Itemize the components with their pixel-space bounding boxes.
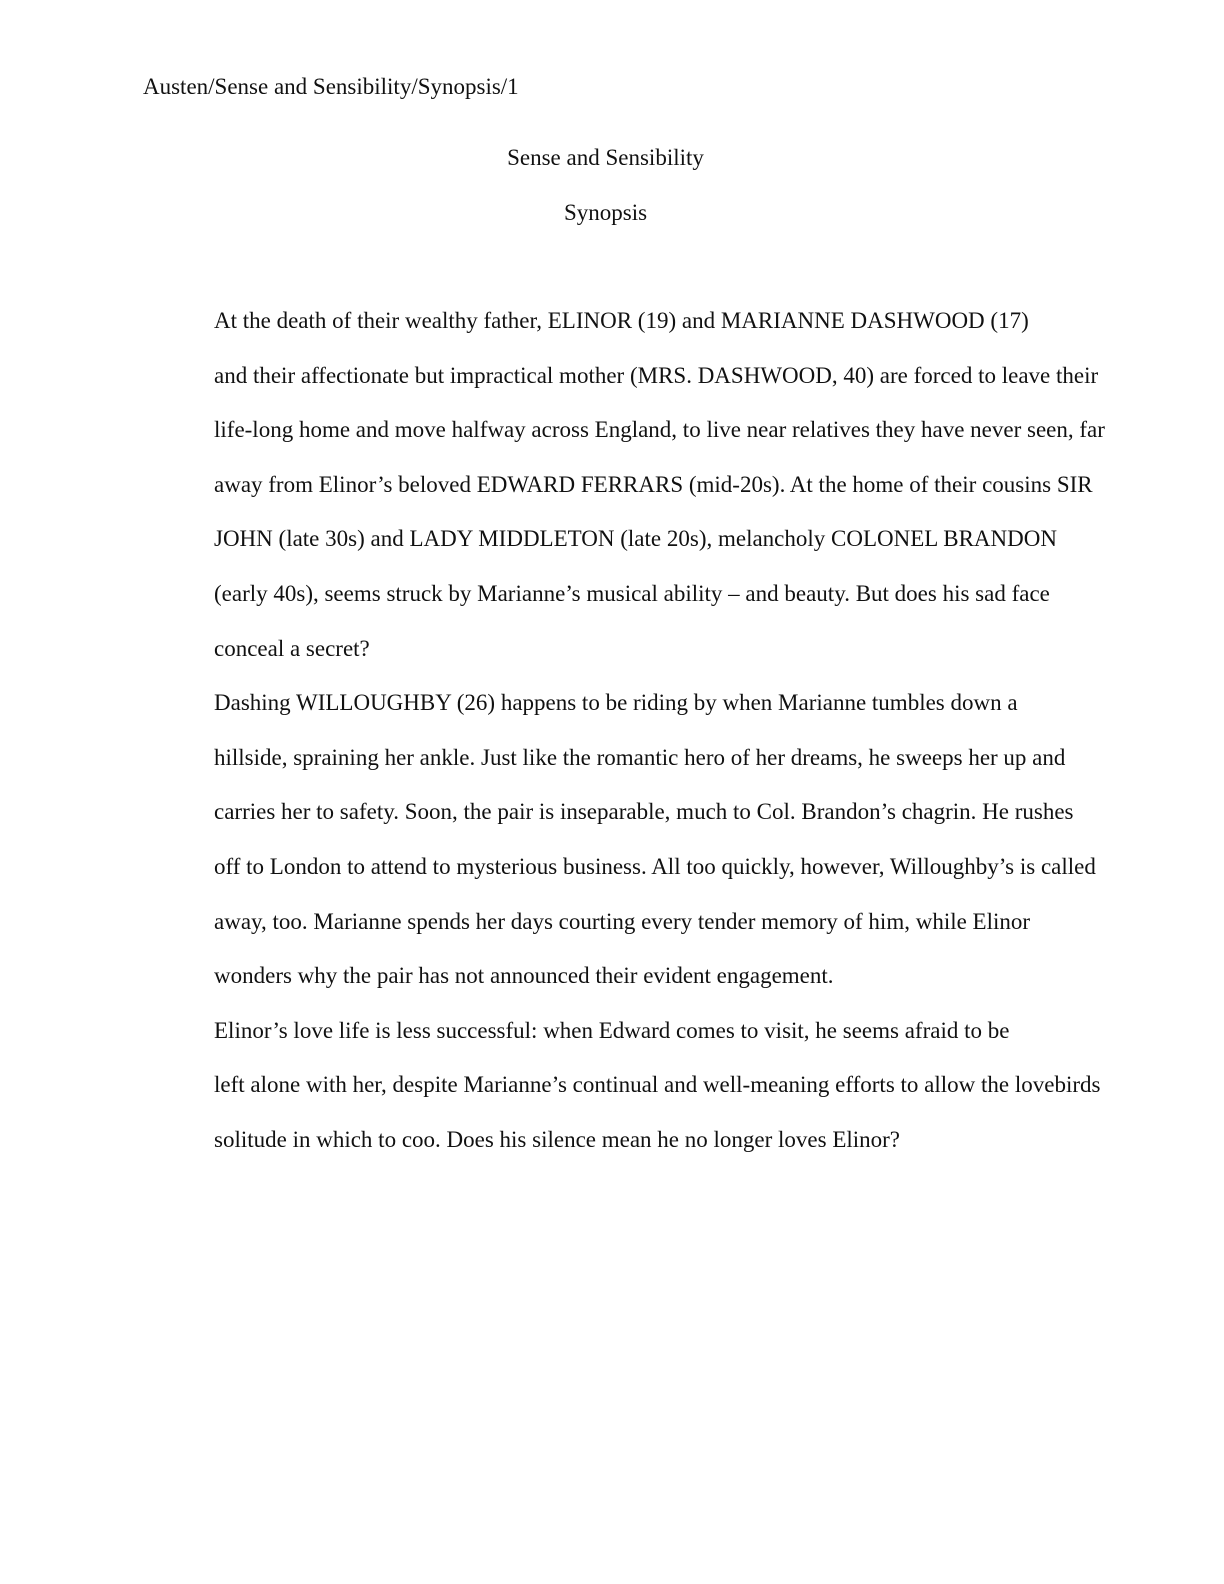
- paragraph-2: [143, 676, 1096, 1004]
- document-title: Sense and Sensibility: [507, 145, 704, 170]
- text-line: and their affectionate but impractical mother (MRS. DASHWOOD, 40) are forced to leave their: [214, 362, 1099, 388]
- running-head: Austen/Sense and Sensibility/Synopsis/1: [143, 74, 519, 99]
- text-line: life-long home and move halfway across England, to live near relatives they have never seen, far: [214, 417, 1105, 443]
- text-line: wonders why the pair has not announced their evident engagement.: [214, 963, 834, 989]
- text-line: solitude in which to coo. Does his silence mean he no longer loves Elinor?: [214, 1126, 901, 1152]
- synopsis-body: [143, 294, 1105, 1168]
- text-line: away from Elinor’s beloved EDWARD FERRARS (mid-20s). At the home of their cousins SIR: [214, 471, 1093, 497]
- text-line: At the death of their wealthy father, ELINOR (19) and MARIANNE DASHWOOD (17): [214, 308, 1029, 333]
- text-line: Dashing WILLOUGHBY (26) happens to be riding by when Marianne tumbles down a: [214, 690, 1018, 716]
- paragraph-3: [143, 1004, 1101, 1168]
- text-line: carries her to safety. Soon, the pair is inseparable, much to Col. Brandon’s chagrin. He rushes: [214, 799, 1074, 825]
- text-line: conceal a secret?: [214, 635, 370, 661]
- text-line: (early 40s), seems struck by Marianne’s musical ability – and beauty. But does his sad face: [214, 580, 1050, 606]
- text-line: away, too. Marianne spends her days courting every tender memory of him, while Elinor: [214, 908, 1031, 934]
- text-line: hillside, spraining her ankle. Just like the romantic hero of her dreams, he sweeps her up and: [214, 744, 1066, 770]
- text-line: off to London to attend to mysterious business. All too quickly, however, Willoughby’s is called: [214, 853, 1096, 879]
- text-line: Elinor’s love life is less successful: when Edward comes to visit, he seems afraid to be: [214, 1017, 1010, 1043]
- text-line: JOHN (late 30s) and LADY MIDDLETON (late 20s), melancholy COLONEL BRANDON: [214, 526, 1057, 552]
- document-subtitle: Synopsis: [563, 200, 648, 225]
- text-line: left alone with her, despite Marianne’s continual and well-meaning efforts to allow the lovebirds: [214, 1072, 1101, 1098]
- paragraph-1: [143, 294, 1105, 676]
